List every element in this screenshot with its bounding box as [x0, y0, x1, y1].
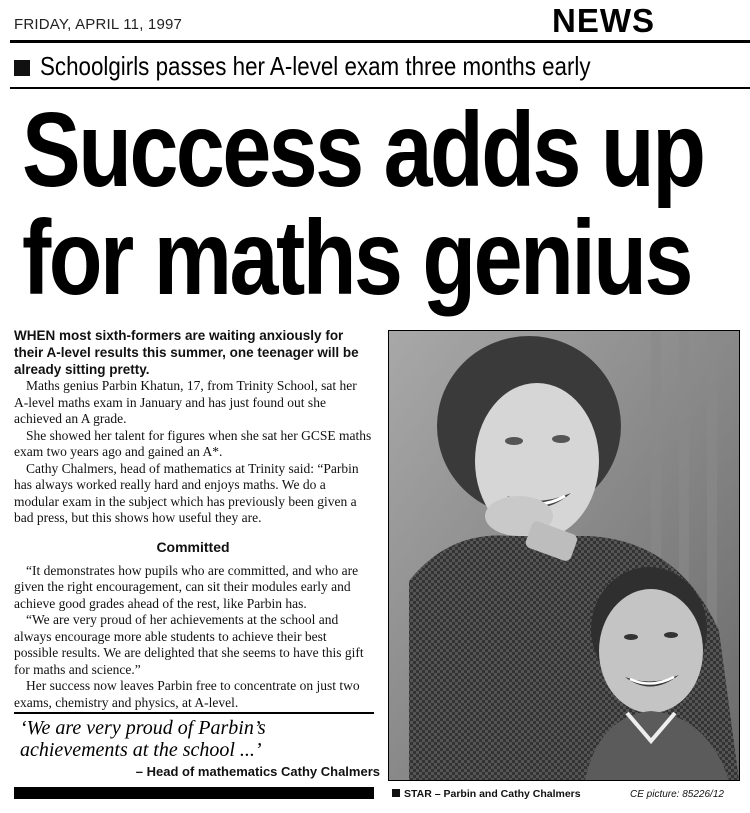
- section-label: NEWS: [552, 2, 655, 39]
- article-subhead: Committed: [156, 538, 230, 555]
- pull-quote-rule: [14, 712, 374, 714]
- headline-line-1: Success adds up: [22, 91, 704, 209]
- caption-square-icon: [392, 789, 400, 797]
- article-paragraph: “It demonstrates how pupils who are committed, and who are given the right encouragement, can sit their modules early and achieve good grades ahead of the rest, like Parbin has.: [14, 562, 359, 611]
- kicker-rule: [10, 87, 750, 89]
- top-rule: [10, 40, 750, 43]
- article-paragraph: Maths genius Parbin Khatun, 17, from Trinity School, sat her A-level maths exam in January and has just found out she achieved an A grade.: [14, 378, 357, 426]
- news-photo: [388, 330, 740, 781]
- pull-quote: ‘We are very proud of Parbin’s achievements at the school ...’: [20, 717, 266, 761]
- photo-caption-text: STAR – Parbin and Cathy Chalmers: [404, 788, 581, 800]
- kicker-square-icon: [14, 60, 30, 76]
- headline-line-2: for maths genius: [22, 199, 691, 317]
- article-paragraph: Cathy Chalmers, head of mathematics at Trinity said: “Parbin has always worked really hard and enjoys maths. We do a modular exam in the subject which has previously been given a bad press, but this shows how useful they are.: [14, 460, 359, 525]
- article-body: [14, 327, 372, 711]
- pull-quote-attribution: – Head of mathematics Cathy Chalmers: [135, 764, 380, 779]
- article-intro: WHEN most sixth-formers are waiting anxiously for their A-level results this summer, one teenager will be already sitting pretty.: [14, 328, 359, 377]
- pull-quote-bottom-bar: [14, 787, 374, 799]
- photo-caption: [392, 788, 581, 800]
- headline: [22, 91, 711, 317]
- dateline: FRIDAY, APRIL 11, 1997: [14, 16, 183, 33]
- article-paragraph: “We are very proud of her achievements at the school and always encourage more able students to achieve their best possible results. We are delighted that she seems to have this gift for maths and science.”: [14, 612, 364, 677]
- photo-credit: CE picture: 85226/12: [630, 789, 724, 800]
- photo-illustration: [389, 331, 739, 780]
- article-paragraph: Her success now leaves Parbin free to concentrate on just two exams, chemistry and physics, at A-level.: [14, 678, 360, 710]
- article-paragraph: She showed her talent for figures when she sat her GCSE maths exam two years ago and gained an A*.: [14, 427, 372, 459]
- kicker: Schoolgirls passes her A-level exam three months early: [40, 51, 591, 81]
